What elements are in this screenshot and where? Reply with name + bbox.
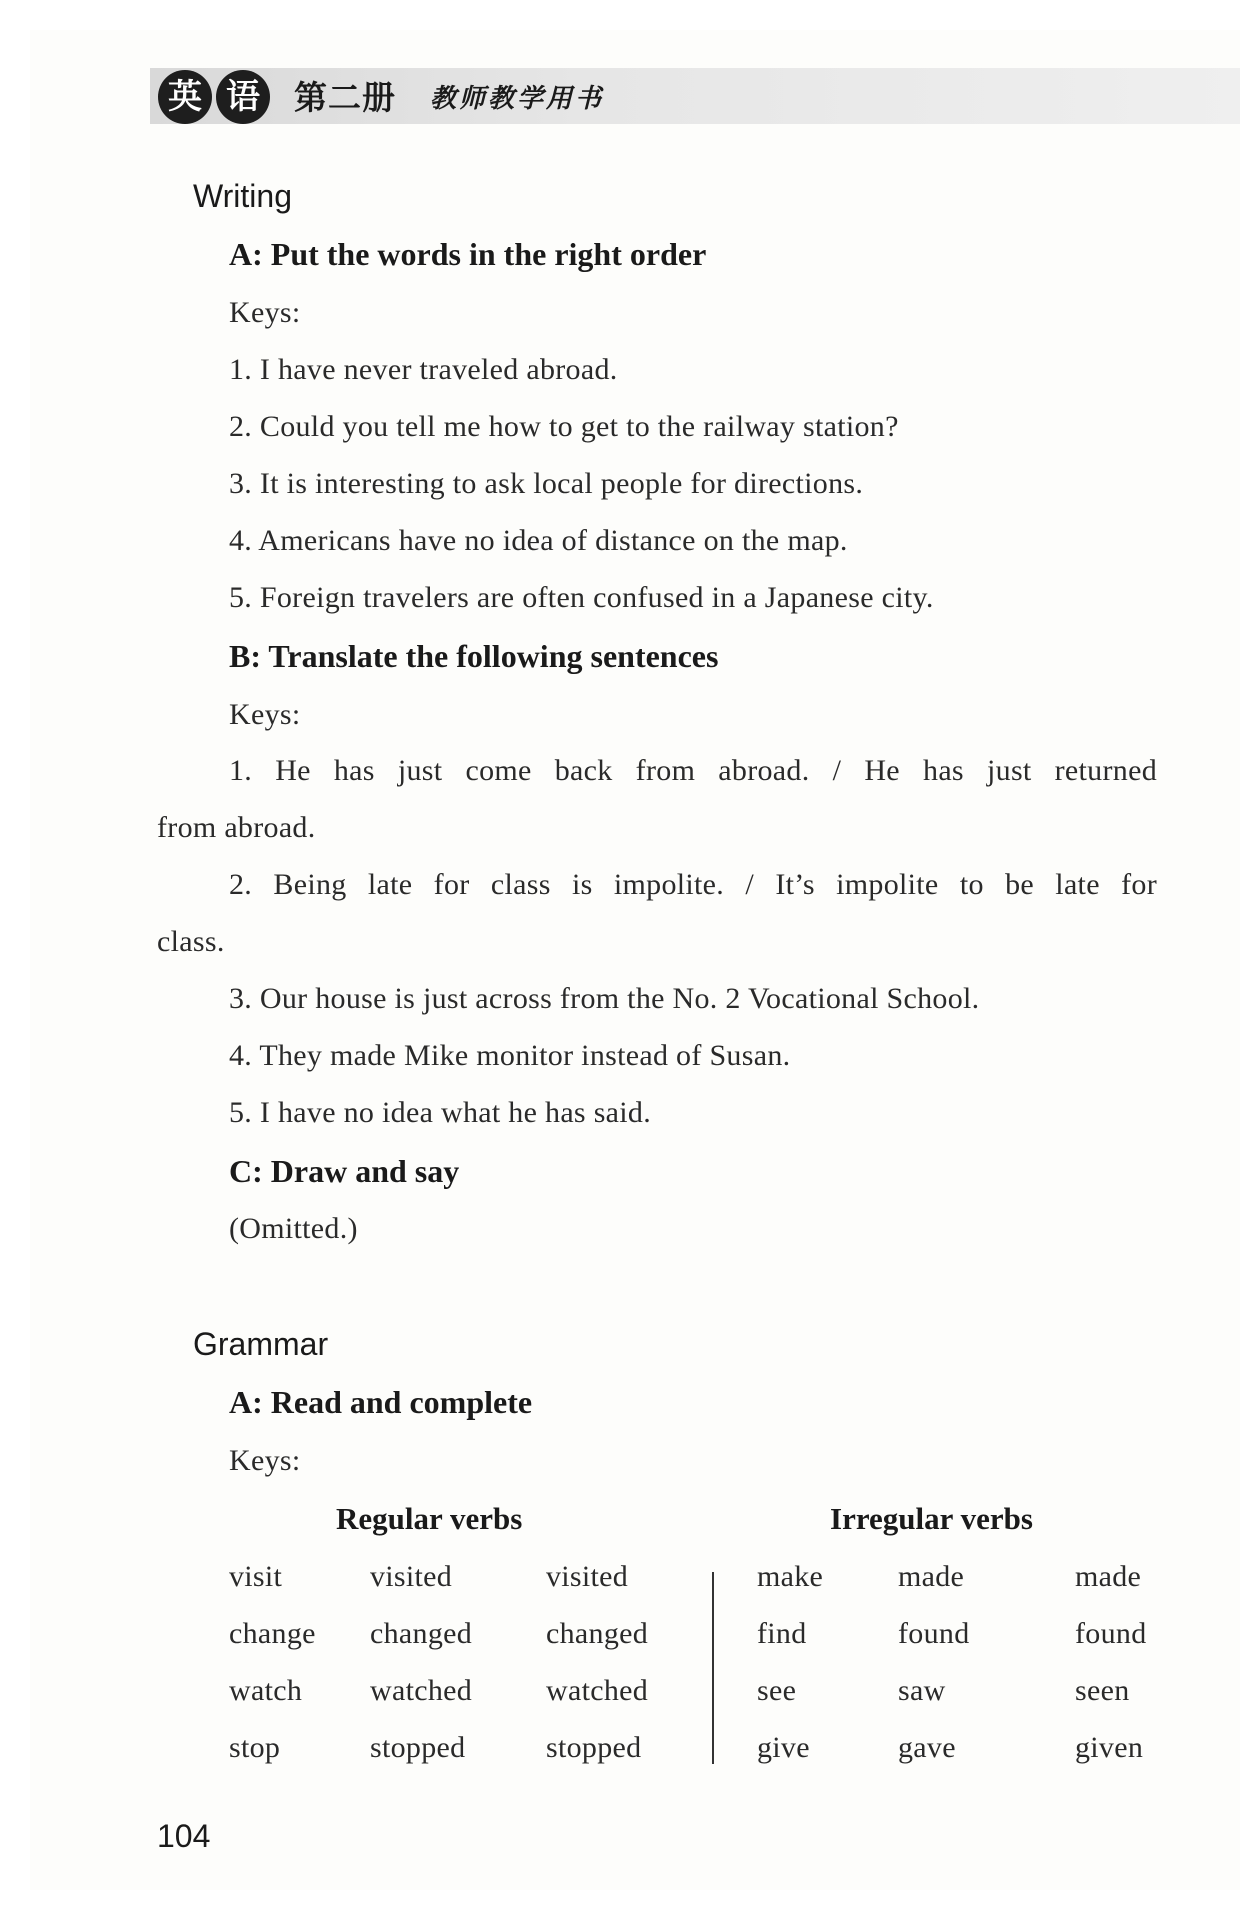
- list-item: 4. Americans have no idea of distance on the map.: [229, 524, 848, 557]
- verb-cell: seen: [1075, 1674, 1130, 1707]
- verb-cell: given: [1075, 1731, 1144, 1764]
- verb-cell: made: [1075, 1560, 1142, 1593]
- verb-cell: stopped: [546, 1731, 642, 1764]
- keys-label: Keys:: [229, 1444, 301, 1477]
- verb-cell: changed: [546, 1617, 649, 1650]
- verb-cell: change: [229, 1617, 316, 1650]
- list-item: 1. He has just come back from abroad. / He has just returned: [229, 754, 1157, 787]
- keys-label: Keys:: [229, 698, 301, 731]
- verb-cell: find: [757, 1617, 807, 1650]
- verb-cell: make: [757, 1560, 824, 1593]
- list-item-continued: class.: [157, 925, 225, 958]
- list-item: 2. Could you tell me how to get to the railway station?: [229, 410, 899, 443]
- irregular-verbs-heading: Irregular verbs: [830, 1501, 1033, 1536]
- page: [30, 30, 1240, 1890]
- list-item: 5. I have no idea what he has said.: [229, 1096, 652, 1129]
- subsection-title-c: C: Draw and say: [229, 1153, 460, 1189]
- omitted-note: (Omitted.): [229, 1212, 358, 1245]
- header-subtitle: 教师教学用书: [430, 84, 605, 114]
- section-title-writing: Writing: [193, 178, 292, 214]
- verb-cell: visited: [546, 1560, 629, 1593]
- verb-cell: give: [757, 1731, 810, 1764]
- verb-cell: see: [757, 1674, 797, 1707]
- verb-cell: watched: [546, 1674, 649, 1707]
- subsection-title-b: B: Translate the following sentences: [229, 638, 719, 674]
- page-number: 104: [157, 1818, 211, 1854]
- header-badge-ying: 英: [158, 70, 212, 124]
- subsection-title-a: A: Put the words in the right order: [229, 236, 707, 272]
- verb-cell: visit: [229, 1560, 283, 1593]
- list-item: 4. They made Mike monitor instead of Susan.: [229, 1039, 791, 1072]
- verb-cell: watch: [229, 1674, 303, 1707]
- verb-cell: stop: [229, 1731, 281, 1764]
- table-divider: [712, 1572, 714, 1764]
- list-item: 2. Being late for class is impolite. / It’s impolite to be late for: [229, 868, 1157, 901]
- list-item: 3. Our house is just across from the No. 2 Vocational School.: [229, 982, 980, 1015]
- verb-cell: visited: [370, 1560, 453, 1593]
- list-item: 5. Foreign travelers are often confused in a Japanese city.: [229, 581, 934, 614]
- header-book-volume: 第二册: [294, 78, 396, 117]
- verb-cell: found: [1075, 1617, 1147, 1650]
- list-item: 1. I have never traveled abroad.: [229, 353, 618, 386]
- verb-cell: stopped: [370, 1731, 466, 1764]
- list-item: 3. It is interesting to ask local people for directions.: [229, 467, 864, 500]
- header-badge-yu: 语: [216, 70, 270, 124]
- verb-cell: found: [898, 1617, 970, 1650]
- keys-label: Keys:: [229, 296, 301, 329]
- verb-cell: saw: [898, 1674, 946, 1707]
- verb-cell: changed: [370, 1617, 473, 1650]
- verb-cell: made: [898, 1560, 965, 1593]
- regular-verbs-heading: Regular verbs: [336, 1501, 523, 1536]
- verb-cell: watched: [370, 1674, 473, 1707]
- subsection-title-grammar-a: A: Read and complete: [229, 1384, 533, 1420]
- verb-cell: gave: [898, 1731, 956, 1764]
- section-title-grammar: Grammar: [193, 1326, 329, 1362]
- list-item-continued: from abroad.: [157, 811, 316, 844]
